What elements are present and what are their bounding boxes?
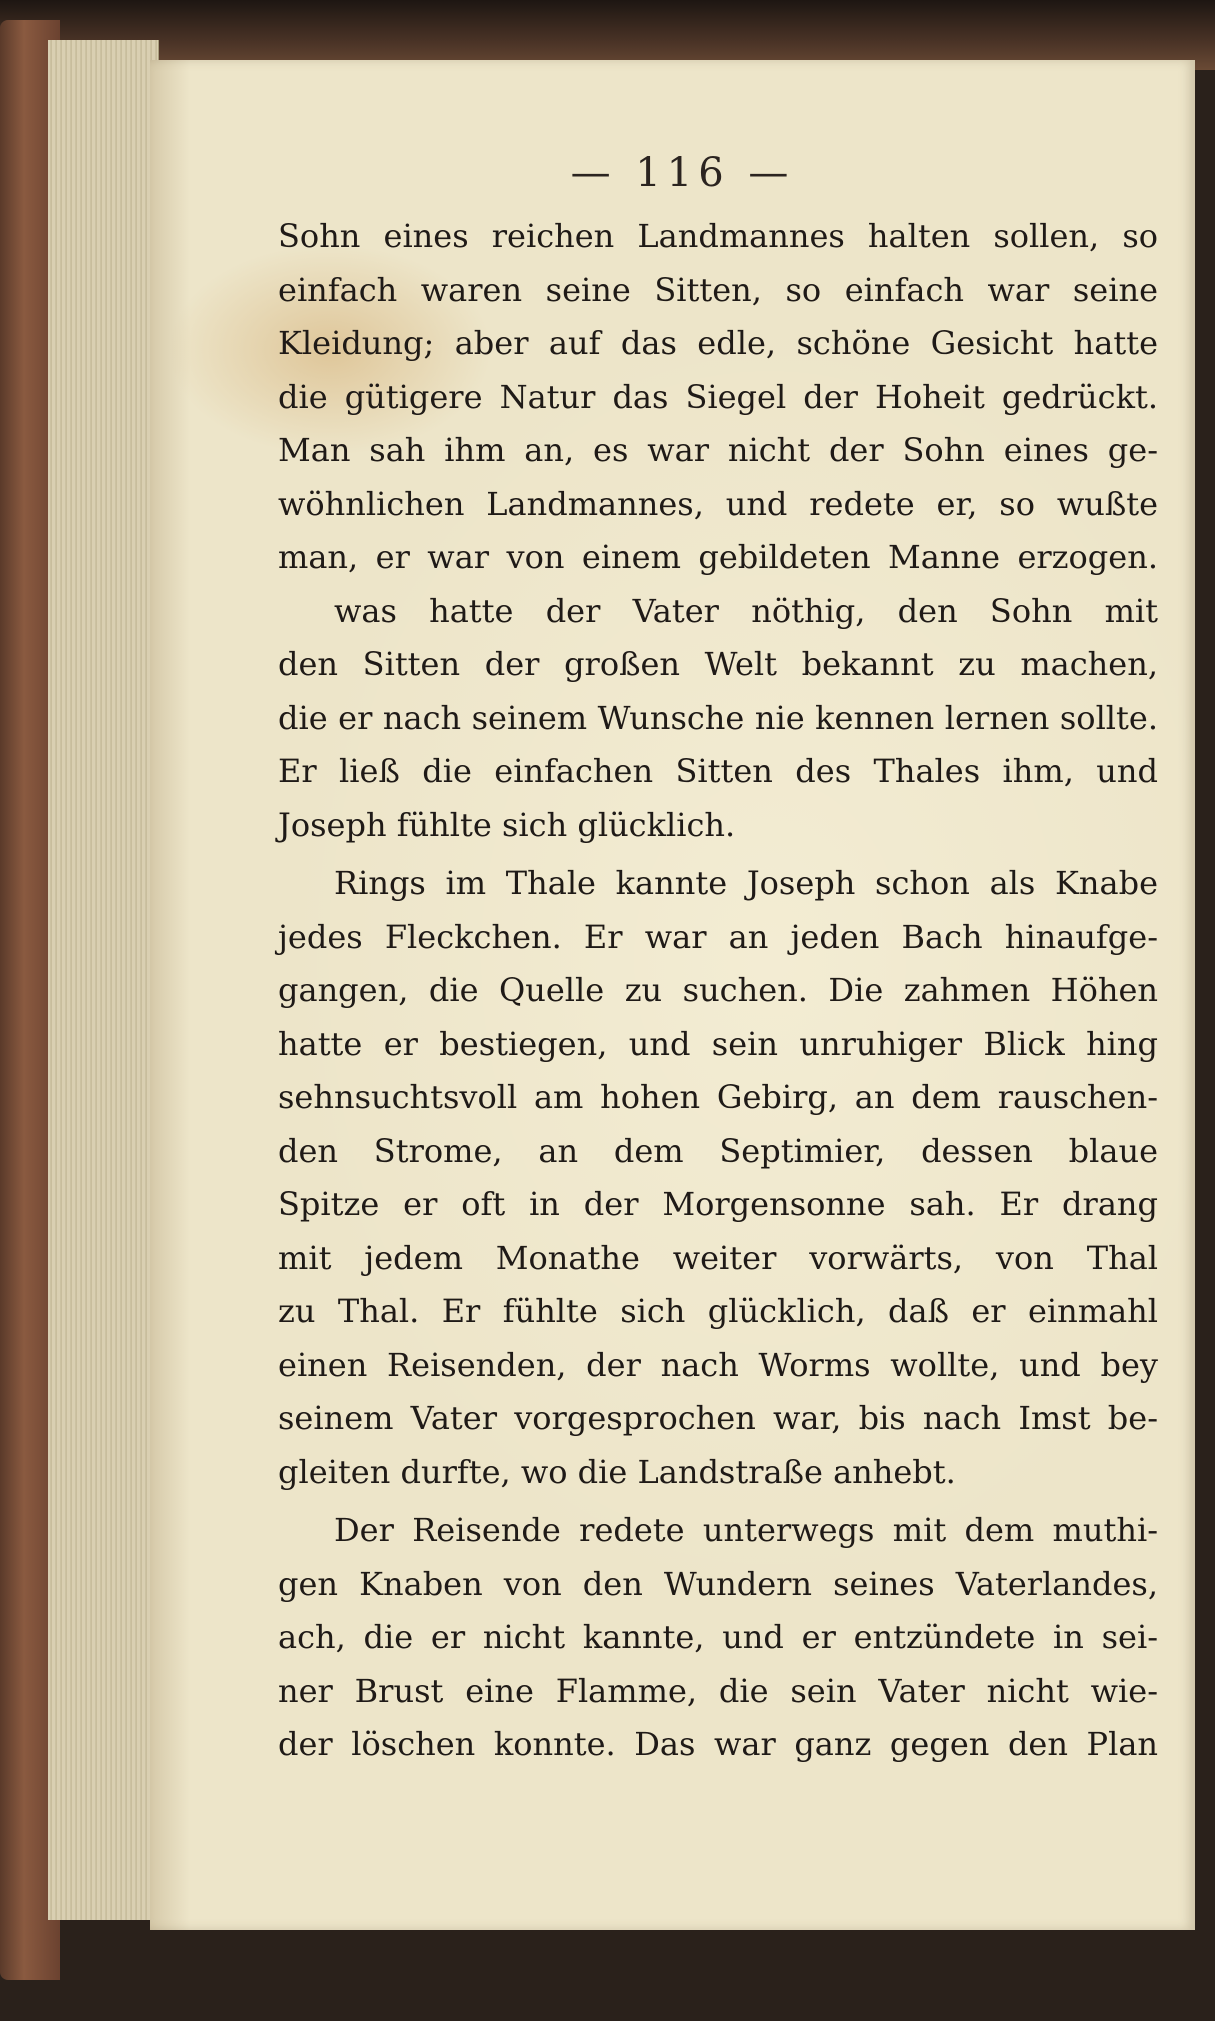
text-line: gangen, die Quelle zu suchen. Die zahmen Höhen [278, 971, 1158, 1009]
text-line: die gütigere Natur das Siegel der Hoheit gedrückt. [278, 377, 1158, 416]
paragraph [278, 585, 1158, 853]
page-edges [48, 40, 159, 1920]
text-line: den Strome, an dem Septimier, dessen blaue [278, 1131, 1158, 1170]
text-line: mit jedem Monathe weiter vorwärts, von Thal [278, 1238, 1158, 1277]
body-text [278, 210, 1158, 1772]
text-line: Sohn eines reichen Landmannes halten sollen, so [278, 217, 1158, 255]
text-line: Man sah ihm an, es war nicht der Sohn eines ge- [278, 431, 1158, 469]
text-line: seinem Vater vorgesprochen war, bis nach Imst be- [278, 1399, 1158, 1437]
text-line: Der Reisende redete unterwegs mit dem muthi- [334, 1511, 1158, 1549]
text-line: Joseph fühlte sich glücklich. [278, 805, 736, 844]
text-line: man, er war von einem gebildeten Manne erzogen. [278, 538, 1158, 576]
text-line: zu Thal. Er fühlte sich glücklich, daß er einmahl [278, 1292, 1158, 1330]
text-line: hatte er bestiegen, und sein unruhiger Blick hing [278, 1024, 1158, 1063]
text-line: Er ließ die einfachen Sitten des Thales ihm, und [278, 752, 1158, 790]
text-line: Kleidung; aber auf das edle, schöne Gesicht hatte [278, 324, 1158, 362]
text-line: ner Brust eine Flamme, die sein Vater nicht wie- [278, 1671, 1158, 1710]
text-line: Rings im Thale kannte Joseph schon als Knabe [334, 864, 1158, 902]
page-number: — 116 — [570, 150, 795, 196]
paragraph [278, 1504, 1158, 1772]
text-line: jedes Fleckchen. Er war an jeden Bach hinaufge- [278, 917, 1158, 956]
paragraph [278, 210, 1158, 585]
paragraph [278, 857, 1158, 1499]
text-line: einen Reisenden, der nach Worms wollte, und bey [278, 1345, 1158, 1384]
text-line: wöhnlichen Landmannes, und redete er, so wußte [278, 484, 1158, 523]
text-line: die er nach seinem Wunsche nie kennen lernen sollte. [278, 698, 1158, 737]
text-line: den Sitten der großen Welt bekannt zu machen, [278, 645, 1158, 683]
text-line: Spitze er oft in der Morgensonne sah. Er drang [278, 1185, 1158, 1223]
text-line: der löschen konnte. Das war ganz gegen den Plan [278, 1725, 1158, 1763]
text-line: was hatte der Vater nöthig, den Sohn mit [334, 591, 1158, 630]
text-line: einfach waren seine Sitten, so einfach war seine [278, 270, 1158, 309]
text-line: sehnsuchtsvoll am hohen Gebirg, an dem rauschen- [278, 1078, 1158, 1116]
text-line: gleiten durfte, wo die Landstraße anhebt. [278, 1452, 956, 1491]
text-line: ach, die er nicht kannte, und er entzündete in sei- [278, 1618, 1158, 1656]
text-line: gen Knaben von den Wundern seines Vaterlandes, [278, 1564, 1158, 1603]
